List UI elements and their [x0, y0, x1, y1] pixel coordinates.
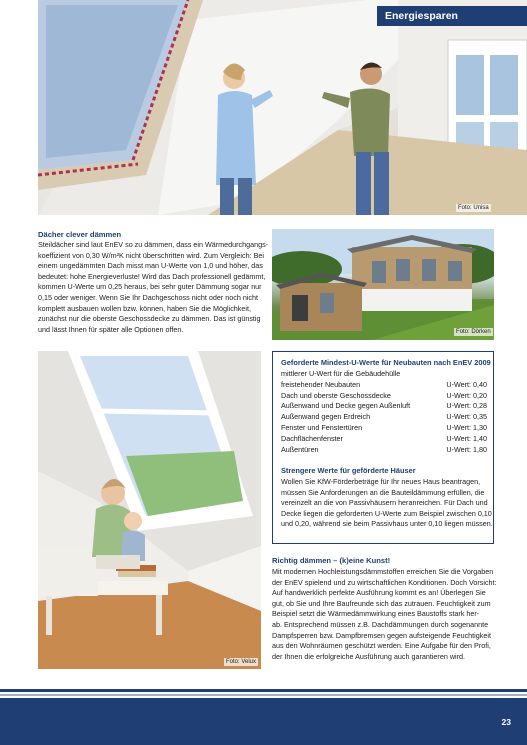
- photo-attic-insulation: [38, 0, 527, 215]
- text-line: der EnEV spielend und zu wirtschaftlichen Konditionen. Doch Vorsicht:: [272, 577, 497, 587]
- text-line: Auf handwerklich perfekte Ausführung kommt es an! Überlegen Sie: [272, 588, 486, 598]
- text-line: bedeutet: hohe Energieverluste! Wird das Dach professionell gedämmt,: [38, 271, 266, 281]
- text-line: Steildächer sind laut EnEV so zu dämmen, dass ein Wärmedurchgangs-: [38, 240, 269, 249]
- footer-stripe: [0, 694, 527, 696]
- info-box-subtitle: mittlerer U-Wert für die Gebäudehülle: [281, 369, 401, 378]
- text-line: Wollen Sie KfW-Förderbeträge für Ihr neues Haus beantragen,: [281, 477, 481, 486]
- u-values-table: [281, 369, 487, 455]
- table-row: Dach und oberste Geschossdecke U-Wert: 0,20: [281, 390, 487, 400]
- u-values-info-box: [272, 351, 494, 544]
- article-heading-insulation: Richtig dämmen – (k)eine Kunst!: [272, 556, 391, 565]
- text-line: und lässt Ihnen für später alle Optionen offen.: [38, 324, 184, 334]
- photo-attic-room: [38, 351, 261, 669]
- article-body-roofs: [38, 240, 269, 335]
- table-row: freistehender Neubauten U-Wert: 0,40: [281, 379, 487, 389]
- text-line: Beispiel setzt die Wärmedämmwirkung eines Baustoffs stark her-: [272, 609, 480, 619]
- article-heading-roofs: Dächer clever dämmen: [38, 230, 122, 239]
- attic-insulation-illustration: [38, 0, 527, 215]
- text-line: zunächst nur die oberste Geschossdecke zu dämmen. Das ist günstig: [38, 314, 261, 324]
- photo-credit-bottom: Foto: Velux: [226, 659, 257, 665]
- info-box-title: Geforderte Mindest-U-Werte für Neubauten nach EnEV 2009: [281, 358, 491, 367]
- attic-room-illustration: [38, 351, 261, 669]
- photo-new-house: [272, 229, 494, 340]
- text-line: ab. Entsprechend müssen z.B. Dachdämmungen durch sogenannte: [272, 619, 489, 629]
- text-line: müssen Sie Anforderungen an die Bauteildämmung erfüllen, die: [281, 487, 485, 497]
- info-box-second-title: Strengere Werte für geförderte Häuser: [281, 466, 416, 475]
- text-line: Dampfsperren bzw. Dampfbremsen gegen aufsteigende Feuchtigkeit: [272, 630, 491, 640]
- table-row: Fenster und Fenstertüren U-Wert: 1,30: [281, 422, 487, 432]
- table-row: Außentüren U-Wert: 1,80: [281, 444, 487, 454]
- text-line: Decke liegen die geforderten U-Werte zum Beispiel zwischen 0,10: [281, 508, 492, 518]
- footer-stripe: [0, 689, 527, 692]
- article-body-insulation: [272, 567, 496, 662]
- text-line: aus den Wohnräumen geschützt werden. Eine Aufgabe für den Profi,: [272, 641, 491, 651]
- table-row: Außenwand gegen Erdreich U-Wert: 0,35: [281, 412, 487, 422]
- photo-credit-house: Foto: Dörken: [456, 329, 491, 335]
- page-footer: [0, 698, 527, 745]
- text-line: und 0,20, während sie beim Passivhaus unter 0,10 liegen müssen.: [281, 519, 493, 529]
- text-line: gut, ob Sie und Ihre Baufreunde sich das zutrauen. Feuchtigkeit zum: [272, 598, 491, 608]
- text-line: Mit modernen Hochleistungsdämmstoffen erreichen Sie die Vorgaben: [272, 567, 494, 576]
- text-line: komplett ausbauen wollen bzw. können, haben Sie die Möglichkeit,: [38, 303, 251, 313]
- section-tag: Energiesparen: [377, 6, 527, 26]
- text-line: einem ungedämmten Dach misst man U-Werte von 1,0 und höher, das: [38, 261, 263, 271]
- text-line: vereinzelt an die von Passivhäusern heranreichen. Für Dach und: [281, 498, 488, 508]
- table-row: Außenwand und Decke gegen Außenluft U-Wert: 0,28: [281, 401, 487, 411]
- page-number: 23: [501, 717, 511, 727]
- text-line: 0,15 oder weniger. Wenn Sie Ihr Dachgeschoss nicht oder noch nicht: [38, 292, 259, 302]
- text-line: kommen U-Werte um 0,25 heraus, bei sehr guter Dämmung sogar nur: [38, 282, 262, 292]
- text-line: koeffizient von 0,30 W/m²K nicht überschritten wird. Zum Vergleich: Bei: [38, 250, 264, 260]
- house-illustration: [272, 229, 494, 340]
- text-line: der Ihnen die erfolgreiche Ausführung auch garantieren wird.: [272, 651, 465, 661]
- photo-credit-top: Foto: Unisa: [458, 205, 489, 211]
- table-row: Dachflächenfenster U-Wert: 1,40: [281, 433, 487, 443]
- info-box-second-body: [281, 477, 493, 530]
